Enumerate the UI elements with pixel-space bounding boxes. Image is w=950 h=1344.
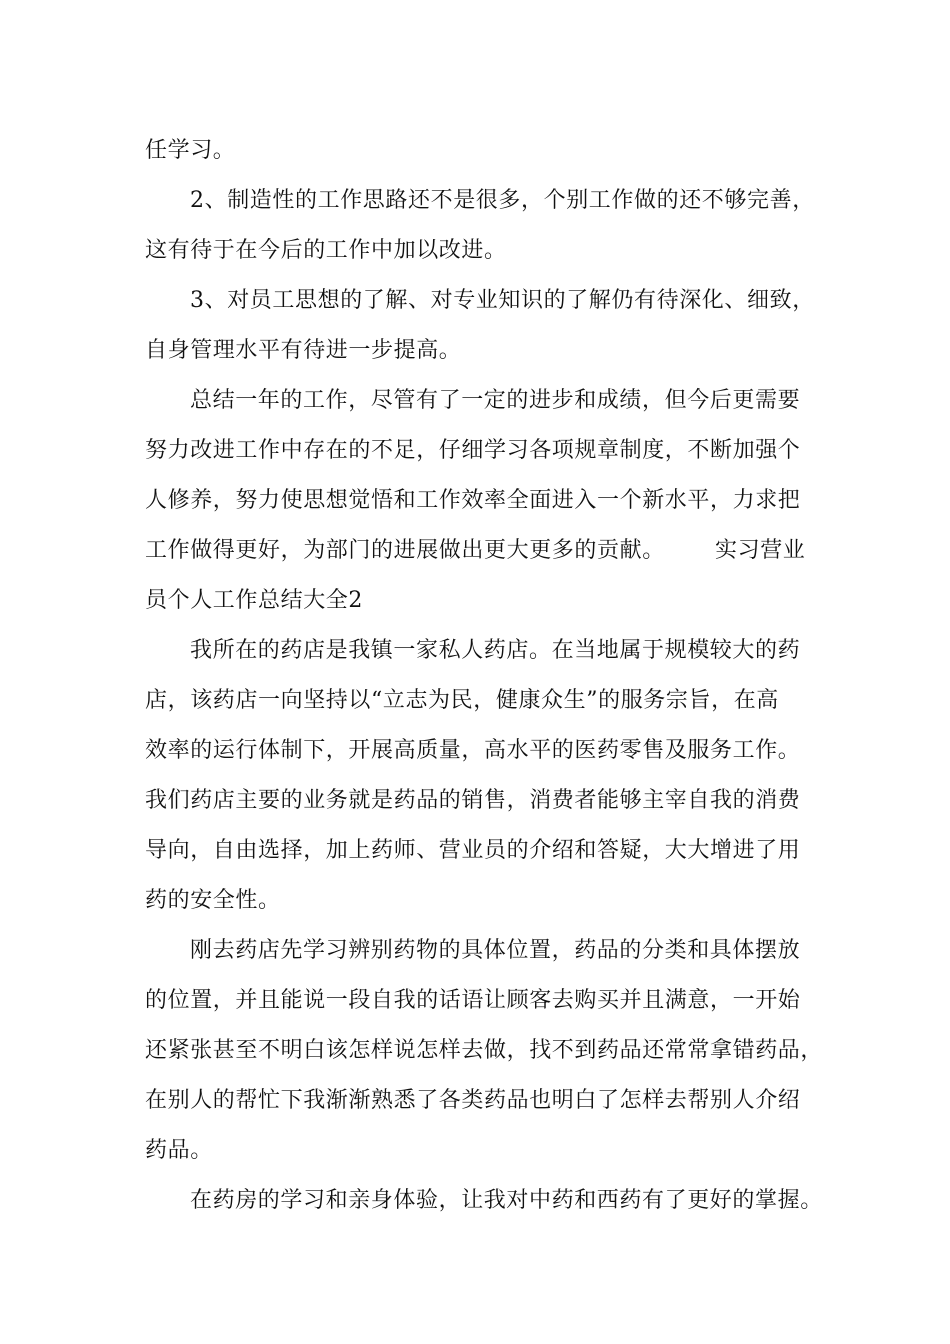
text-line: 我们药店主要的业务就是药品的销售，消费者能够主宰自我的消费 <box>145 788 801 813</box>
text-line: 人修养，努力使思想觉悟和工作效率全面进入一个新水平，力求把 <box>145 488 801 513</box>
text-line: 总结一年的工作，尽管有了一定的进步和成绩，但今后更需要 <box>190 388 801 413</box>
text-line: 我所在的药店是我镇一家私人药店。在当地属于规模较大的药 <box>190 638 801 663</box>
text-line: 店，该药店一向坚持以“立志为民，健康众生”的服务宗旨，在高 <box>145 688 779 713</box>
text-line: 药的安全性。 <box>145 888 281 913</box>
text-line: 导向，自由选择，加上药师、营业员的介绍和答疑，大大增进了用 <box>145 838 801 863</box>
text-line: 效率的运行体制下，开展高质量，高水平的医药零售及服务工作。 <box>145 738 801 763</box>
text-line: 3、对员工思想的了解、对专业知识的了解仍有待深化、细致， <box>190 288 815 313</box>
text-line: 的位置，并且能说一段自我的话语让顾客去购买并且满意，一开始 <box>145 988 801 1013</box>
text-line: 工作做得更好，为部门的进展做出更大更多的贡献。 <box>145 538 665 563</box>
text-line: 这有待于在今后的工作中加以改进。 <box>145 238 507 263</box>
text-line: 在别人的帮忙下我渐渐熟悉了各类药品也明白了怎样去帮别人介绍 <box>145 1088 801 1113</box>
section-heading-part: 实习营业 <box>715 538 806 563</box>
text-line: 2、制造性的工作思路还不是很多，个别工作做的还不够完善， <box>190 188 815 213</box>
text-line: 药品。 <box>145 1138 213 1163</box>
text-line: 努力改进工作中存在的不足，仔细学习各项规章制度，不断加强个 <box>145 438 801 463</box>
text-line: 还紧张甚至不明白该怎样说怎样去做，找不到药品还常常拿错药品， <box>145 1038 824 1063</box>
text-line: 任学习。 <box>145 138 236 163</box>
section-heading-part: 员个人工作总结大全2 <box>145 588 363 613</box>
text-line: 在药房的学习和亲身体验，让我对中药和西药有了更好的掌握。 <box>190 1188 823 1213</box>
text-line: 自身管理水平有待进一步提高。 <box>145 338 462 363</box>
text-line: 刚去药店先学习辨别药物的具体位置，药品的分类和具体摆放 <box>190 938 801 963</box>
